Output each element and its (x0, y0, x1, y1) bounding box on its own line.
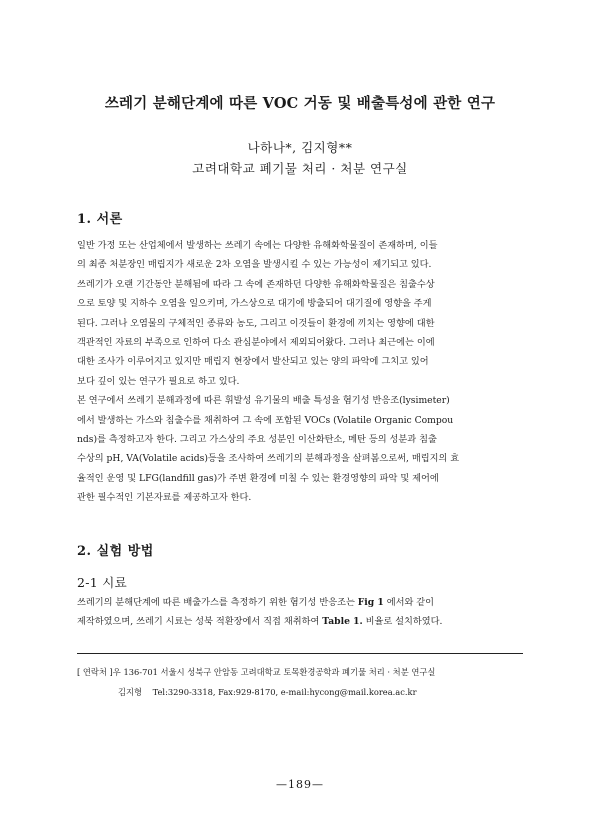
body-line: nds)를 측정하고자 한다. 그리고 가스상의 주요 성분인 이산화탄소, 메탄 등의 성분과 침출 (77, 434, 437, 446)
section-2-heading: 2. 실험 방법 (77, 544, 154, 559)
body-line: 된다. 그러나 오염물의 구체적인 종류와 농도, 그리고 이것들이 환경에 끼치는 영향에 대한 (77, 317, 435, 329)
figure-reference: Fig 1 (357, 597, 384, 608)
footnote-contact-line (77, 666, 435, 678)
subsection-2-1-heading: 2-1 시료 (77, 575, 128, 590)
body-line (77, 593, 523, 612)
section-1-heading: 1. 서론 (77, 212, 123, 227)
footnote-phone-email: Tel:3290-3318, Fax:929-8170, e-mail:hycong@mail.korea.ac.kr (152, 687, 417, 697)
body-text: 제작하였으며, 쓰레기 시료는 성북 적환장에서 직접 채취하여 (77, 616, 323, 628)
footnote-label: [ 연락처 ] (77, 667, 113, 677)
body-text: 비율로 설치하였다. (362, 616, 443, 628)
body-line: 보다 깊이 있는 연구가 필요로 하고 있다. (77, 375, 240, 387)
footnote-address: 우 136-701 서울시 성북구 안암동 고려대학교 토목환경공학과 폐기물 처리 · 처분 연구실 (112, 667, 436, 677)
body-line (77, 612, 523, 631)
body-text: 에서와 같이 (383, 597, 434, 608)
body-line: 관한 필수적인 기본자료를 제공하고자 한다. (77, 492, 252, 504)
section-2-body (77, 593, 523, 632)
body-line: 으로 토양 및 지하수 오염을 일으키며, 가스상으로 대기에 방출되어 대기질에 영향을 주게 (77, 298, 432, 310)
footnote-divider (77, 653, 523, 654)
table-reference: Table 1. (322, 616, 363, 628)
footnote-contact-detail (118, 686, 417, 698)
body-line: 일반 가정 또는 산업체에서 발생하는 쓰레기 속에는 다양한 유해화학물질이 존재하며, 이들 (77, 240, 438, 251)
body-line: 본 연구에서 쓰레기 분해과정에 따른 휘발성 유기물의 배출 특성을 혐기성 반응조(lysimeter) (77, 395, 450, 407)
body-line: 쓰레기가 오랜 기간동안 분해됨에 따라 그 속에 존재하던 다양한 유해화학물질은 침출수상 (77, 278, 435, 290)
body-line: 객관적인 자료의 부족으로 인하여 다소 관심분야에서 제외되어왔다. 그러나 최근에는 이에 (77, 337, 435, 349)
page-number: —189— (276, 778, 324, 791)
footnote-name: 김지형 (118, 687, 143, 697)
body-line: 수상의 pH, VA(Volatile acids)등을 조사하여 쓰레기의 분해과정을 살펴봄으로써, 매립지의 효 (77, 453, 460, 465)
body-line: 의 최종 처분장인 매립지가 새로운 2차 오염을 발생시킬 수 있는 가능성이 제기되고 있다. (77, 259, 432, 271)
body-text: 쓰레기의 분해단계에 따른 배출가스를 측정하기 위한 혐기성 반응조는 (77, 597, 358, 608)
body-line: 에서 발생하는 가스와 침출수를 채취하여 그 속에 포함된 VOCs (Volatile Organic Compou (77, 414, 454, 426)
body-line: 대한 조사가 이루어지고 있지만 매립지 현장에서 발산되고 있는 양의 파악에 그치고 있어 (77, 356, 429, 368)
section-1-body (77, 236, 523, 508)
paper-title: 쓰레기 분해단계에 따른 VOC 거동 및 배출특성에 관한 연구 (104, 95, 496, 112)
author-list: 나하나*, 김지형** (247, 140, 353, 155)
affiliation: 고려대학교 폐기물 처리 · 처분 연구실 (192, 161, 408, 176)
body-line: 율적인 운영 및 LFG(landfill gas)가 주변 환경에 미칠 수 있는 환경영향의 파악 및 제어에 (77, 472, 439, 484)
